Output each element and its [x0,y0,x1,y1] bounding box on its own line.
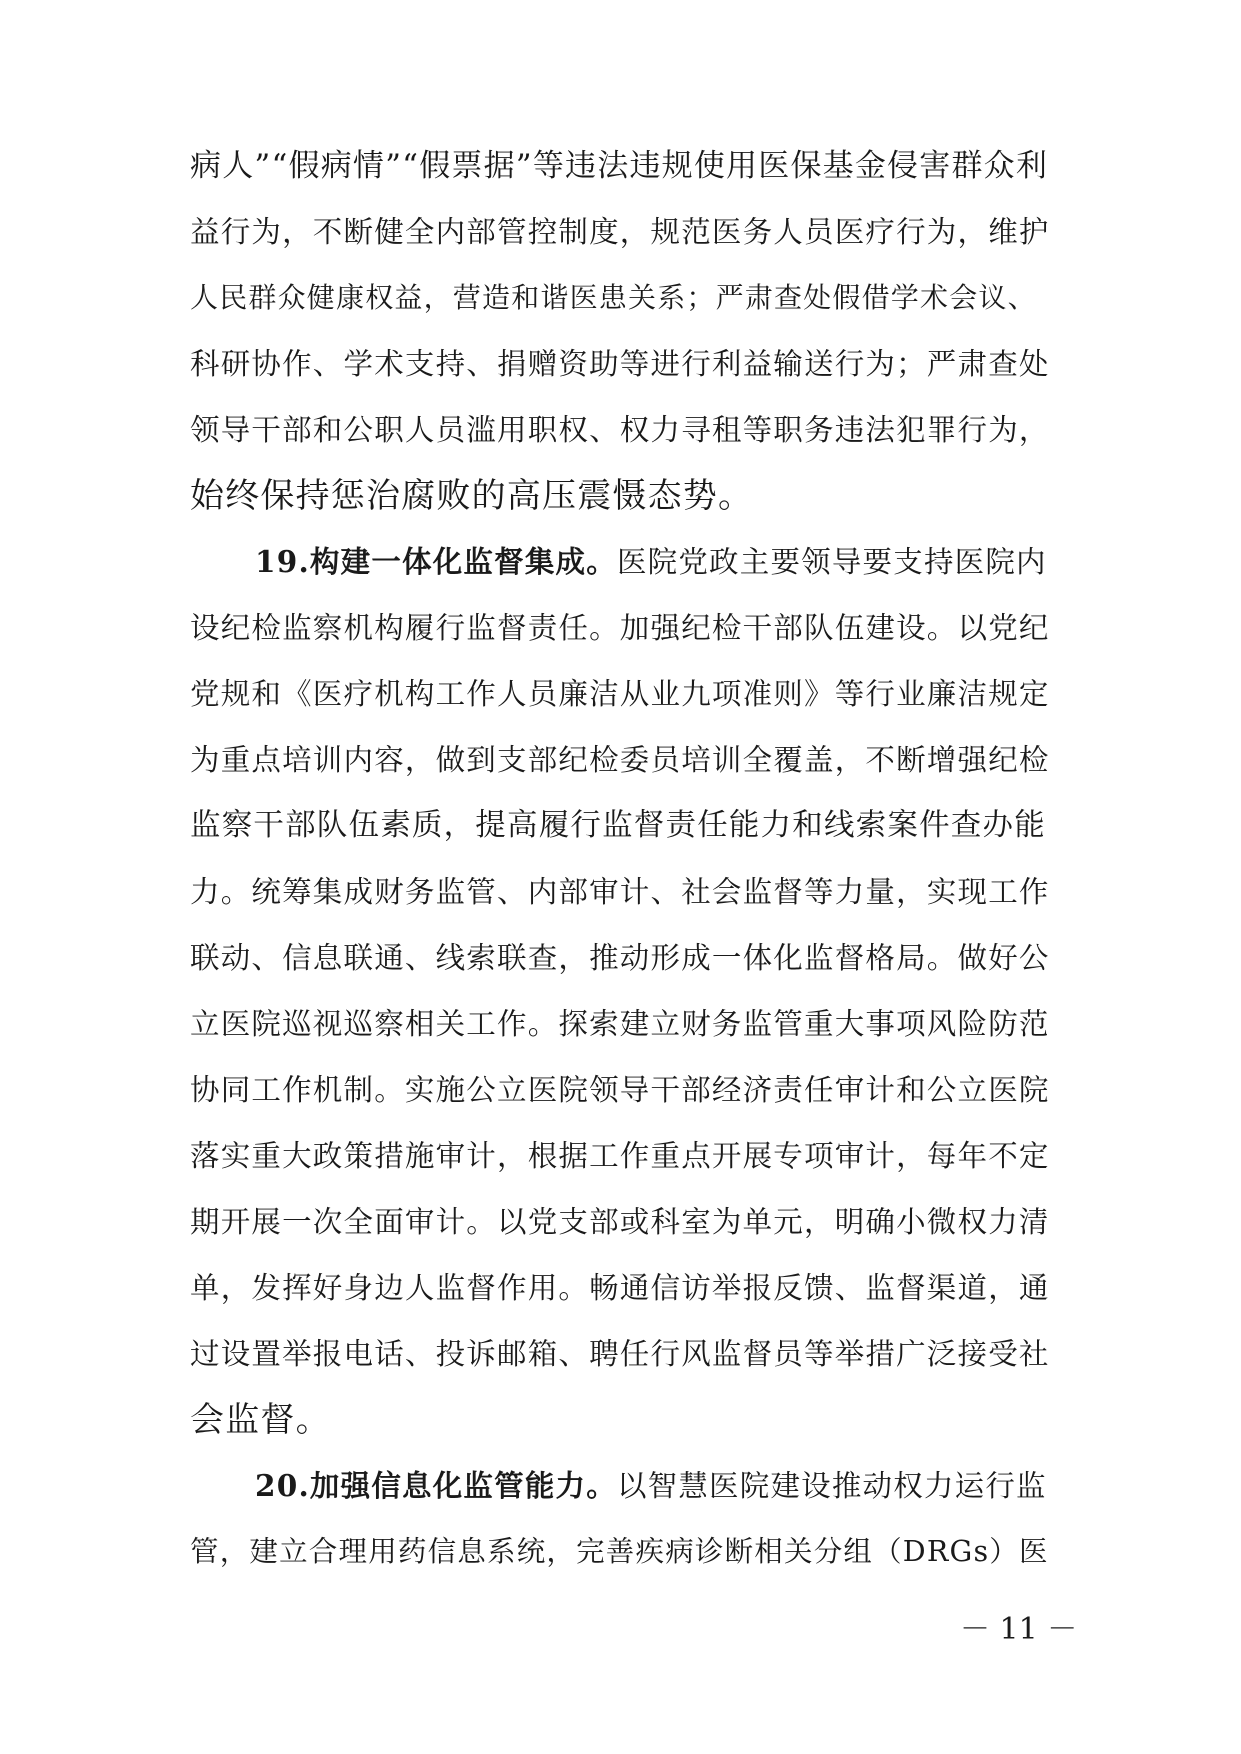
page-number: － 11 － [960,1612,1078,1647]
section-19-heading: 19.构建一体化监督集成。 [255,544,617,579]
text-line: 单，发挥好身边人监督作用。畅通信访举报反馈、监督渠道，通 [190,1271,1050,1305]
section-20-first-line [255,1453,1050,1519]
text-line: 为重点培训内容，做到支部纪检委员培训全覆盖，不断增强纪检 [190,743,1050,777]
text-line: 监察干部队伍素质，提高履行监督责任能力和线索案件查办能 [190,808,1046,843]
text-line: 人民群众健康权益，营造和谐医患关系；严肃查处假借学术会议、 [190,281,1037,314]
text-line: 落实重大政策措施审计，根据工作重点开展专项审计，每年不定 [190,1139,1050,1173]
text-line: 立医院巡视巡察相关工作。探索建立财务监管重大事项风险防范 [190,1007,1050,1041]
section-19-lead-text: 医院党政主要领导要支持医院内 [616,545,1047,579]
text-line: 协同工作机制。实施公立医院领导干部经济责任审计和公立医院 [190,1073,1050,1107]
text-line: 力。统筹集成财务监管、内部审计、社会监督等力量，实现工作 [190,875,1050,909]
text-line: 病人”“假病情”“假票据”等违法违规使用医保基金侵害群众利 [190,148,1049,184]
text-line: 益行为，不断健全内部管控制度，规范医务人员医疗行为，维护 [190,215,1050,249]
section-20-heading: 20.加强信息化监管能力。 [255,1468,617,1503]
text-line: 会监督。 [190,1400,331,1440]
text-line: 党规和《医疗机构工作人员廉洁从业九项准则》等行业廉洁规定 [190,677,1050,711]
text-line: 过设置举报电话、投诉邮箱、聘任行风监督员等举措广泛接受社 [190,1337,1050,1371]
text-line: 领导干部和公职人员滥用职权、权力寻租等职务违法犯罪行为， [190,413,1050,447]
text-line: 设纪检监察机构履行监督责任。加强纪检干部队伍建设。以党纪 [190,611,1050,645]
text-line: 始终保持惩治腐败的高压震慑态势。 [190,476,754,516]
text-line: 科研协作、学术支持、捐赠资助等进行利益输送行为；严肃查处 [190,347,1050,381]
section-20-lead-text: 以智慧医院建设推动权力运行监 [616,1469,1047,1503]
text-line: 管，建立合理用药信息系统，完善疾病诊断相关分组（DRGs）医 [190,1535,1049,1568]
text-line: 联动、信息联通、线索联查，推动形成一体化监督格局。做好公 [190,941,1050,975]
section-19-first-line [255,529,1050,595]
text-line: 期开展一次全面审计。以党支部或科室为单元，明确小微权力清 [190,1205,1050,1239]
